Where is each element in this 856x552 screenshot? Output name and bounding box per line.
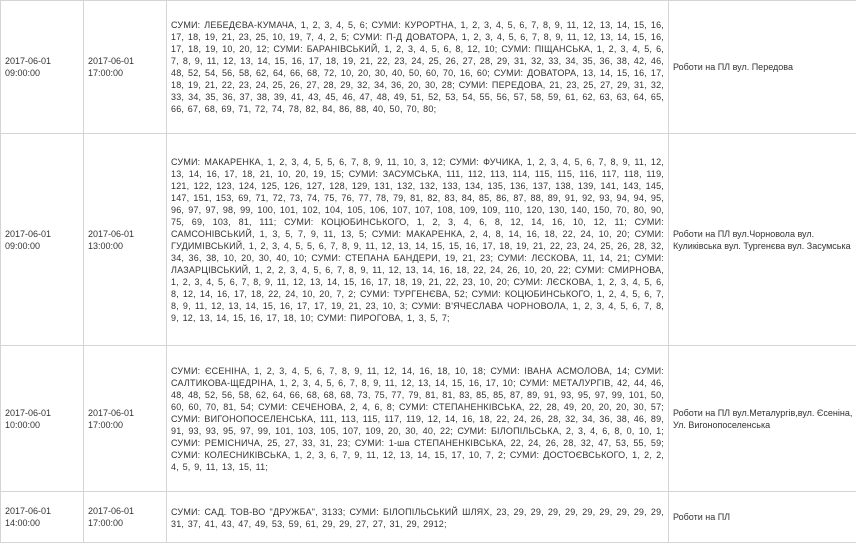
end-datetime-cell [84,134,167,346]
addresses-cell [167,134,669,346]
start-datetime-cell [1,134,84,346]
start-date: 2017-06-01 [5,228,52,239]
end-datetime-cell [84,346,167,492]
addresses-text: СУМИ: ЄСЕНІНА, 1, 2, 3, 4, 5, 6, 7, 8, 9, 11, 12, 14, 16, 18, 10, 18; СУМИ: ІВАНА АСМОЛОВА, 14; СУМИ: САЛТИКОВА-ЩЕДРІНА, 1, 2, 3, 4, 5, 6, 7, 8, 9, 11, 12, 13, 14, 15, 16, 17, 10; СУМИ: МЕТАЛУРГІВ, 42, 44, 46, 48, 48, 52, 56, 58, 62, 64, 66, 68, 68, 68, 73, 75, 77, 79, 81, 81, 83, 85, 85, 87, 89, 91, 93, 95, 97, 99, 101, 50, 60, 60, 70, 81, 54; СУМИ: СЕЧЕНОВА, 2, 4, 6, 8; СУМИ: СТЕПАНЕНКІВСЬКА, 22, 28, 49, 20, 20, 20, 30, 57; СУМИ: ВИГОНОПОСЕЛЕНСЬКА, 111, 113, 115, 117, 119, 12, 14, 16, 18, 22, 24, 26, 28, 32, 34, 36, 38, 46, 89, 91, 93, 93, 95, 97, 99, 101, 103, 105, 107, 109, 20, 30, 40, 22; СУМИ: БІЛОПІЛЬСЬКА, 2, 3, 4, 6, 8, 0, 10, 1; СУМИ: РЕМІСНИЧА, 25, 27, 33, 31, 23; СУМИ: 1-ша СТЕПАНЕНКІВСЬКА, 22, 24, 26, 28, 32, 47, 53, 55, 59; СУМИ: КОЛЕСНИКІВСЬКА, 1, 2, 3, 6, 7, 9, 11, 12, 13, 14, 15, 17, 10, 7, 2; СУМИ: ДОСТОЄВСЬКОГО, 1, 2, 2, 4, 5, 9, 11, 13, 15, 11; [171,365,664,472]
work-description: Роботи на ПЛ вул.Металургів,вул. Єсеніна, Ул. Вигонопоселенська [673,407,853,430]
end-time: 17:00:00 [88,419,124,430]
addresses-cell [167,1,669,134]
work-description: Роботи на ПЛ вул. Передова [673,62,793,72]
work-description-cell [669,346,856,492]
start-datetime-cell [1,1,84,134]
start-time: 14:00:00 [5,518,41,528]
work-description: Роботи на ПЛ вул.Чорновола вул. Куликівська вул. Тургенєва вул. Засумська [673,228,851,251]
table-row [1,1,856,134]
end-date: 2017-06-01 [88,56,135,66]
end-date: 2017-06-01 [88,506,135,516]
start-date: 2017-06-01 [5,56,52,66]
work-description: Роботи на ПЛ [673,512,731,522]
table-row [1,134,856,346]
addresses-text: СУМИ: ЛЕБЕДЄВА-КУМАЧА, 1, 2, 3, 4, 5, 6; СУМИ: КУРОРТНА, 1, 2, 3, 4, 5, 6, 7, 8, 9, 11, 12, 13, 14, 15, 16, 17, 18, 19, 21, 23, 25, 10, 19, 7, 4, 2, 5; СУМИ: П-Д ДОВАТОРА, 1, 2, 3, 4, 5, 6, 7, 8, 9, 11, 12, 13, 14, 15, 16, 17, 18, 19, 10, 20, 12; СУМИ: БАРАНІВСЬКИЙ, 1, 2, 3, 4, 5, 6, 8, 12, 10; СУМИ: ПІЩАНСЬКА, 1, 2, 3, 4, 5, 6, 7, 8, 9, 11, 12, 13, 14, 15, 16, 17, 18, 19, 21, 22, 23, 24, 25, 26, 27, 28, 29, 31, 32, 33, 34, 35, 36, 38, 42, 46, 48, 52, 54, 56, 58, 62, 64, 66, 68, 72, 10, 20, 30, 40, 50, 60, 70, 16, 60; СУМИ: ДОВАТОРА, 13, 14, 15, 16, 17, 18, 19, 21, 22, 23, 24, 25, 26, 27, 28, 29, 32, 34, 36, 20, 30, 28; СУМИ: ПЕРЕДОВА, 21, 23, 25, 27, 29, 31, 32, 33, 34, 35, 36, 37, 38, 39, 41, 43, 45, 46, 47, 48, 49, 51, 52, 53, 54, 55, 56, 57, 58, 59, 61, 62, 63, 63, 64, 65, 66, 67, 68, 69, 71, 72, 74, 78, 82, 84, 86, 88, 40, 50, 70, 80; [171,20,664,114]
end-date: 2017-06-01 [88,228,135,239]
addresses-cell [167,346,669,492]
table-row [1,346,856,492]
end-time: 13:00:00 [88,240,124,251]
start-time: 10:00:00 [5,419,41,430]
start-time: 09:00:00 [5,68,41,78]
end-time: 17:00:00 [88,518,124,528]
addresses-text: СУМИ: МАКАРЕНКА, 1, 2, 3, 4, 5, 5, 6, 7, 8, 9, 11, 10, 3, 12; СУМИ: ФУЧИКА, 1, 2, 3, 4, 5, 6, 7, 8, 9, 11, 12, 13, 14, 16, 17, 18, 21, 10, 20, 19, 15; СУМИ: ЗАСУМСЬКА, 111, 112, 113, 114, 115, 115, 116, 117, 118, 119, 121, 122, 123, 124, 125, 126, 127, 128, 129, 131, 132, 132, 133, 134, 135, 136, 137, 138, 139, 141, 143, 145, 147, 151, 153, 69, 71, 72, 73, 74, 75, 76, 77, 78, 79, 81, 82, 83, 84, 85, 86, 87, 88, 89, 91, 92, 93, 94, 94, 95, 96, 97, 97, 98, 99, 100, 101, 102, 104, 105, 106, 107, 107, 108, 109, 109, 110, 120, 130, 140, 150, 70, 80, 90, 75, 69, 103, 81, 111; СУМИ: КОЦЮБИНСЬКОГО, 1, 2, 3, 4, 6, 8, 12, 14, 16, 10, 12, 11; СУМИ: САМСОНІВСЬКИЙ, 1, 3, 5, 7, 9, 11, 13, 5; СУМИ: МАКАРЕНКА, 2, 4, 8, 14, 16, 18, 22, 24, 10, 20; СУМИ: ГУДИМІВСЬКИЙ, 1, 2, 3, 4, 5, 5, 6, 7, 8, 9, 11, 12, 13, 14, 15, 15, 16, 17, 18, 19, 21, 22, 23, 24, 25, 26, 28, 32, 34, 36, 38, 10, 20, 30, 40, 10; СУМИ: СТЕПАНА БАНДЕРИ, 19, 21, 23; СУМИ: ЛЄСКОВА, 11, 14, 21; СУМИ: ЛАЗАРЦІВСЬКИЙ, 1, 2, 2, 3, 4, 5, 6, 7, 8, 9, 11, 12, 13, 14, 16, 18, 22, 24, 26, 10, 20, 22; СУМИ: СМИРНОВА, 1, 2, 3, 4, 5, 6, 7, 8, 9, 11, 12, 13, 14, 15, 16, 17, 18, 19, 21, 22, 23, 10, 20; СУМИ: ЛЄСКОВА, 1, 2, 3, 4, 5, 6, 8, 12, 14, 16, 17, 18, 22, 24, 10, 20, 7, 2; СУМИ: ТУРГЕНЄВА, 52; СУМИ: КОЦЮБИНСЬКОГО, 1, 2, 4, 5, 6, 7, 8, 9, 11, 12, 13, 14, 15, 16, 17, 17, 19, 21, 23, 10, 3; СУМИ: В'ЯЧЕСЛАВА ЧОРНОВОЛА, 1, 2, 3, 4, 5, 6, 7, 8, 9, 12, 13, 14, 15, 16, 17, 18, 10; СУМИ: ПИРОГОВА, 1, 3, 5, 7; [171,156,664,323]
addresses-cell [167,492,669,543]
start-date: 2017-06-01 [5,407,52,418]
start-datetime-cell [1,346,84,492]
work-description-cell [669,134,856,346]
work-description-cell [669,492,856,543]
start-datetime-cell [1,492,84,543]
end-date: 2017-06-01 [88,407,135,418]
end-time: 17:00:00 [88,68,124,78]
start-date: 2017-06-01 [5,506,52,516]
end-datetime-cell [84,1,167,134]
start-time: 09:00:00 [5,240,41,251]
addresses-text: СУМИ: САД. ТОВ-ВО "ДРУЖБА", 3133; СУМИ: БІЛОПІЛЬСЬКИЙ ШЛЯХ, 23, 29, 29, 29, 29, 29, 29, 29, 29, 29, 31, 37, 41, 43, 47, 49, 53, 59, 61, 29, 29, 27, 27, 31, 29, 2912; [171,507,664,529]
work-description-cell [669,1,856,134]
table-row [1,492,856,543]
end-datetime-cell [84,492,167,543]
